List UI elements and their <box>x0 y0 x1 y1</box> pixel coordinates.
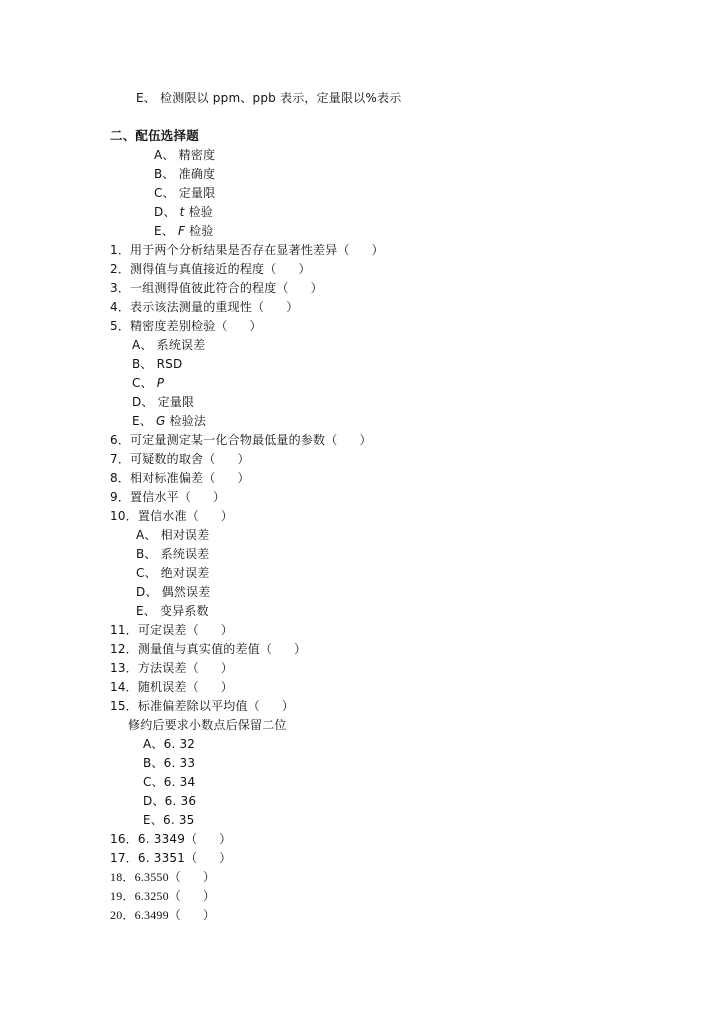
question-10: 10．置信水准（ ） <box>110 509 234 523</box>
option-d-random-error: D、 偶然误差 <box>136 585 211 599</box>
question-20: 20．6.3499（ ） <box>110 908 216 922</box>
option-e-6-35: E、6. 35 <box>143 813 195 827</box>
option-d-t-test: D、 t 检验 <box>154 205 213 219</box>
option-c-quantitation-limit: C、 定量限 <box>154 186 216 200</box>
option-a-relative-error: A、 相对误差 <box>136 528 210 542</box>
option-a-6-32: A、6. 32 <box>143 737 196 751</box>
question-1: 1．用于两个分析结果是否存在显著性差异（ ） <box>110 243 384 257</box>
option-c-absolute-error: C、 绝对误差 <box>136 566 210 580</box>
question-5: 5．精密度差别检验（ ） <box>110 319 262 333</box>
question-2: 2．测得值与真值接近的程度（ ） <box>110 262 311 276</box>
option-e-coefficient-of-variation: E、 变异系数 <box>136 604 209 618</box>
question-13: 13．方法误差（ ） <box>110 661 234 675</box>
option-d-6-36: D、6. 36 <box>143 794 197 808</box>
option-c-p: C、 P <box>132 376 165 390</box>
question-18: 18．6.3550（ ） <box>110 870 216 884</box>
question-16: 16．6. 3349（ ） <box>110 832 232 846</box>
section-heading: 二、配伍选择题 <box>110 128 199 143</box>
option-b-6-33: B、6. 33 <box>143 756 196 770</box>
question-15: 15．标准偏差除以平均值（ ） <box>110 699 295 713</box>
question-3: 3．一组测得值彼此符合的程度（ ） <box>110 281 323 295</box>
option-b-rsd: B、 RSD <box>132 357 183 371</box>
question-17: 17．6. 3351（ ） <box>110 851 232 865</box>
option-b-systematic-error: B、 系统误差 <box>136 547 210 561</box>
option-d-quantitation-limit: D、 定量限 <box>132 395 195 409</box>
question-8: 8．相对标准偏差（ ） <box>110 471 250 485</box>
question-4: 4．表示该法测量的重现性（ ） <box>110 300 299 314</box>
question-12: 12．测量值与真实值的差值（ ） <box>110 642 307 656</box>
option-e-detection-limit: E、 检测限以 ppm、ppb 表示，定量限以%表示 <box>136 91 402 105</box>
question-6: 6．可定量测定某一化合物最低量的参数（ ） <box>110 433 372 447</box>
question-11: 11．可定误差（ ） <box>110 623 234 637</box>
rounding-instruction: 修约后要求小数点后保留二位 <box>128 718 287 732</box>
question-7: 7．可疑数的取舍（ ） <box>110 452 250 466</box>
question-14: 14．随机误差（ ） <box>110 680 234 694</box>
option-b-accuracy: B、 准确度 <box>154 167 216 181</box>
option-e-f-test: E、 F 检验 <box>154 224 214 238</box>
option-a-systematic-error: A、 系统误差 <box>132 338 206 352</box>
option-e-g-test: E、 G 检验法 <box>132 414 207 428</box>
question-9: 9．置信水平（ ） <box>110 490 226 504</box>
question-19: 19．6.3250（ ） <box>110 889 216 903</box>
option-a-precision: A、 精密度 <box>154 148 216 162</box>
option-c-6-34: C、6. 34 <box>143 775 196 789</box>
